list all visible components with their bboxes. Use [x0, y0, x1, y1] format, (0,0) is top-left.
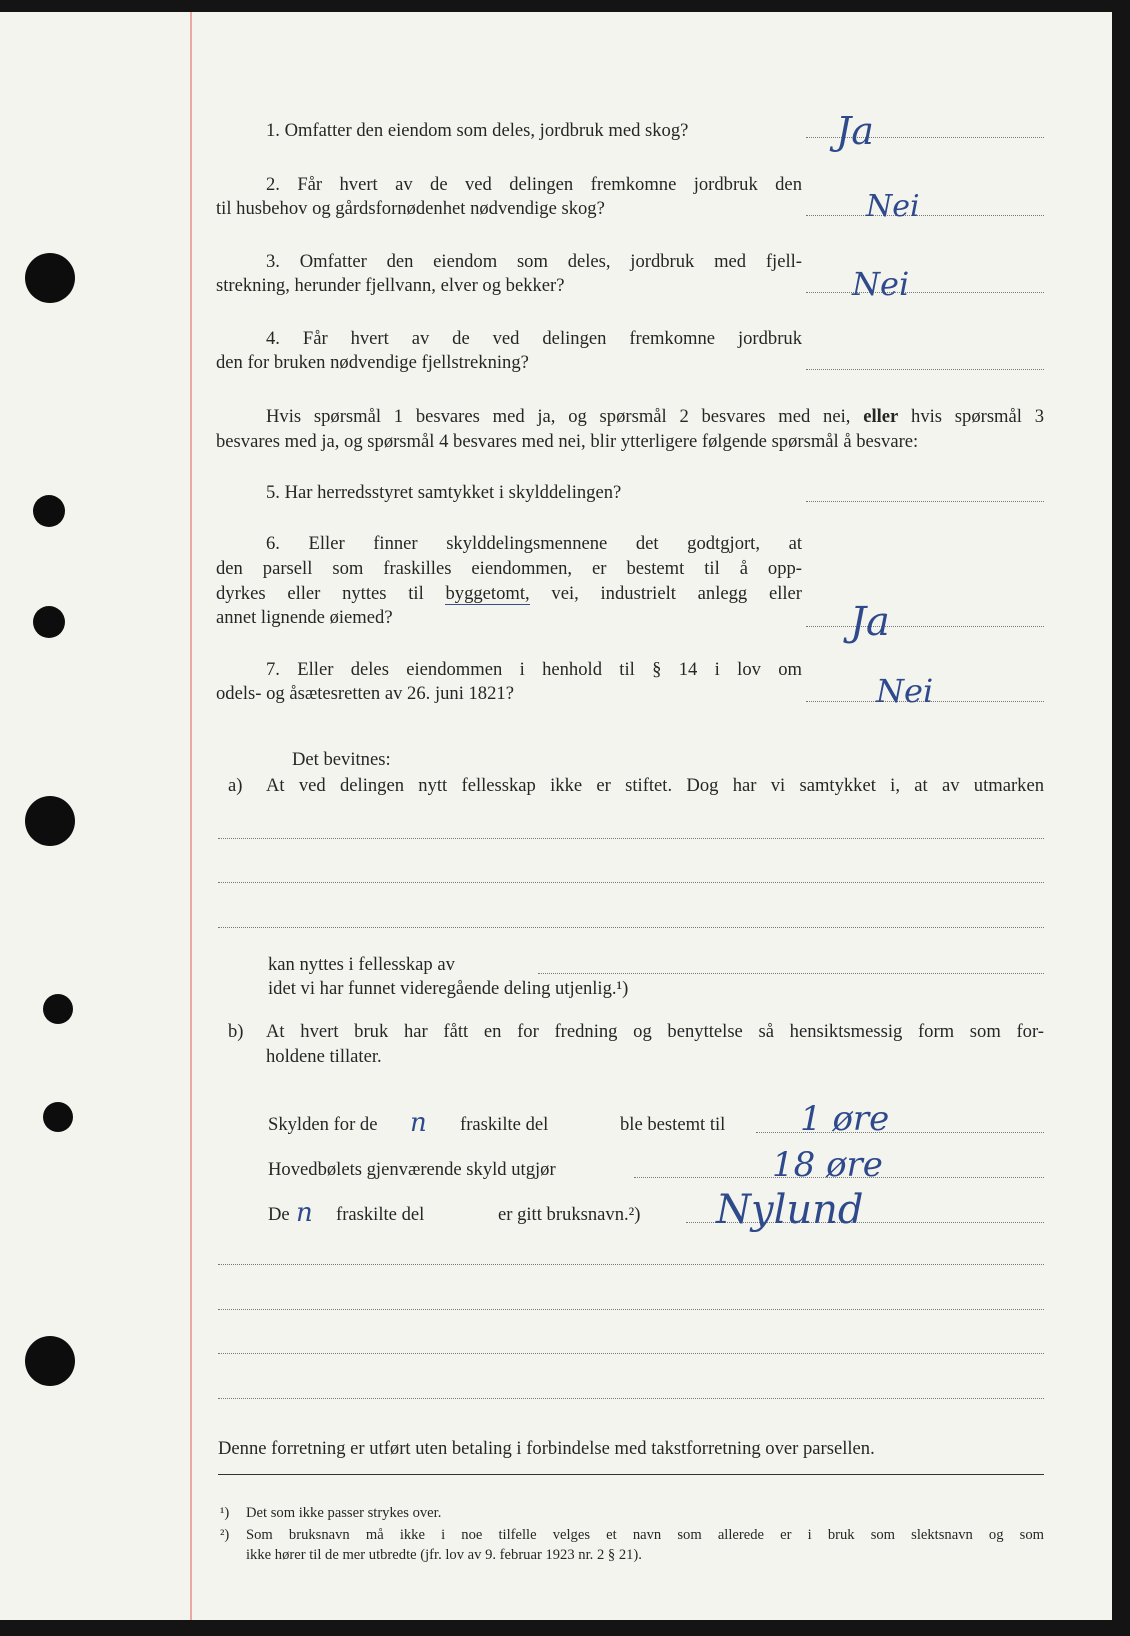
punch-hole: [25, 253, 75, 303]
question-2-line-1: 2. Får hvert av de ved delingen fremkomne jordbruk den: [266, 174, 802, 195]
answer-7: Nei: [876, 672, 934, 710]
footnote-2-line-2: ikke hører til de mer utbredte (jfr. lov av 9. februar 1923 nr. 2 § 21).: [246, 1547, 642, 1563]
question-1: 1. Omfatter den eiendom som deles, jordbruk med skog?: [266, 120, 689, 141]
punch-hole: [25, 1336, 75, 1386]
question-6-line-2: den parsell som fraskilles eiendommen, er bestemt til å opp-: [216, 558, 802, 579]
attest-a-text: At ved delingen nytt fellesskap ikke er stiftet. Dog har vi samtykket i, at av utmarken: [266, 775, 1044, 796]
question-6-line-1: 6. Eller finner skylddelingsmennene det godtgjort, at: [266, 533, 802, 554]
answer-2: Nei: [866, 189, 920, 224]
answer-1: Ja: [836, 109, 874, 153]
closing-statement: Denne forretning er utført uten betaling i forbindelse med takstforretning over parsellen.: [218, 1438, 875, 1459]
question-5: 5. Har herredsstyret samtykket i skylddelingen?: [266, 482, 622, 503]
footnote-1-mark: ¹): [220, 1505, 230, 1521]
punch-hole: [25, 796, 75, 846]
fill-line-a1: [218, 838, 1044, 839]
punch-hole: [33, 495, 65, 527]
attest-a-label: a): [228, 775, 243, 796]
punch-hole: [43, 1102, 73, 1132]
fill-line-b1: [218, 1264, 1044, 1265]
fill-line-a2: [218, 882, 1044, 883]
question-6-line-3: [216, 582, 802, 606]
fill-line-a4: [538, 973, 1044, 974]
skyld-row-3-hand: n: [296, 1198, 313, 1228]
fill-line-b2: [218, 1309, 1044, 1310]
condition-text-a: Hvis spørsmål 1 besvares med ja, og spørsmål 2 besvares med nei,: [266, 406, 864, 427]
condition-text-b: hvis spørsmål 3: [898, 406, 1044, 427]
form-page: [0, 12, 1112, 1620]
attest-a-line-2: kan nyttes i fellesskap av: [268, 954, 455, 975]
skyld-row-2-label: Hovedbølets gjenværende skyld utgjør: [268, 1159, 556, 1180]
attest-heading: Det bevitnes:: [292, 749, 391, 770]
footnote-1-text: Det som ikke passer strykes over.: [246, 1505, 442, 1521]
question-6-text-b: vei, industrielt anlegg eller: [529, 583, 802, 604]
answer-line-2: [806, 215, 1044, 216]
condition-bold-word: eller: [863, 406, 899, 427]
question-6-line-4: annet lignende øiemed?: [216, 607, 393, 628]
question-2-line-2: til husbehov og gårdsfornødenhet nødvendige skog?: [216, 198, 605, 219]
attest-b-line-2: holdene tillater.: [266, 1046, 382, 1067]
answer-line-4: [806, 369, 1044, 370]
skyld-row-3-c: er gitt bruksnavn.²): [498, 1204, 641, 1225]
skyld-row-1-c: ble bestemt til: [620, 1114, 726, 1135]
skyld-answer-3: Nylund: [716, 1187, 864, 1233]
question-6-underlined: byggetomt,: [445, 583, 530, 604]
footnote-separator: [218, 1474, 1044, 1475]
answer-line-5: [806, 501, 1044, 502]
skyld-row-1-a: Skylden for de: [268, 1114, 378, 1135]
skyld-answer-2: 18 øre: [772, 1145, 883, 1185]
attest-a-line-3: idet vi har funnet videregående deling utjenlig.¹): [268, 978, 629, 999]
skyld-row-3-a: De: [268, 1204, 290, 1225]
attest-b-label: b): [228, 1021, 244, 1042]
margin-line: [190, 12, 192, 1620]
answer-line-3: [806, 292, 1044, 293]
condition-line-2: besvares med ja, og spørsmål 4 besvares med nei, blir ytterligere følgende spørsmål å besvare:: [216, 431, 919, 452]
question-3-line-1: 3. Omfatter den eiendom som deles, jordbruk med fjell-: [266, 251, 802, 272]
answer-3: Nei: [852, 265, 910, 303]
skyld-row-1-b: fraskilte del: [460, 1114, 549, 1135]
fill-line-a3: [218, 927, 1044, 928]
question-6-text-a: dyrkes eller nyttes til: [216, 583, 446, 604]
footnote-2-mark: ²): [220, 1527, 230, 1543]
skyld-answer-1: 1 øre: [800, 1099, 890, 1139]
answer-6: Ja: [850, 599, 890, 645]
question-7-line-2: odels- og åsætesretten av 26. juni 1821?: [216, 683, 514, 704]
footnote-2-line-1: Som bruksnavn må ikke i noe tilfelle velges et navn som allerede er i bruk som slektsnavn og som: [246, 1527, 1044, 1543]
punch-hole: [43, 994, 73, 1024]
question-3-line-2: strekning, herunder fjellvann, elver og bekker?: [216, 275, 565, 296]
question-4-line-2: den for bruken nødvendige fjellstrekning?: [216, 352, 529, 373]
fill-line-b4: [218, 1398, 1044, 1399]
condition-line-1: [266, 405, 1044, 429]
fill-line-b3: [218, 1353, 1044, 1354]
answer-line-6: [806, 626, 1044, 627]
skyld-row-3-b: fraskilte del: [336, 1204, 425, 1225]
attest-b-line-1: At hvert bruk har fått en for fredning og benyttelse så hensiktsmessig form som for-: [266, 1021, 1044, 1042]
skyld-row-1-hand: n: [410, 1108, 427, 1138]
question-4-line-1: 4. Får hvert av de ved delingen fremkomne jordbruk: [266, 328, 802, 349]
question-7-line-1: 7. Eller deles eiendommen i henhold til § 14 i lov om: [266, 659, 802, 680]
punch-hole: [33, 606, 65, 638]
